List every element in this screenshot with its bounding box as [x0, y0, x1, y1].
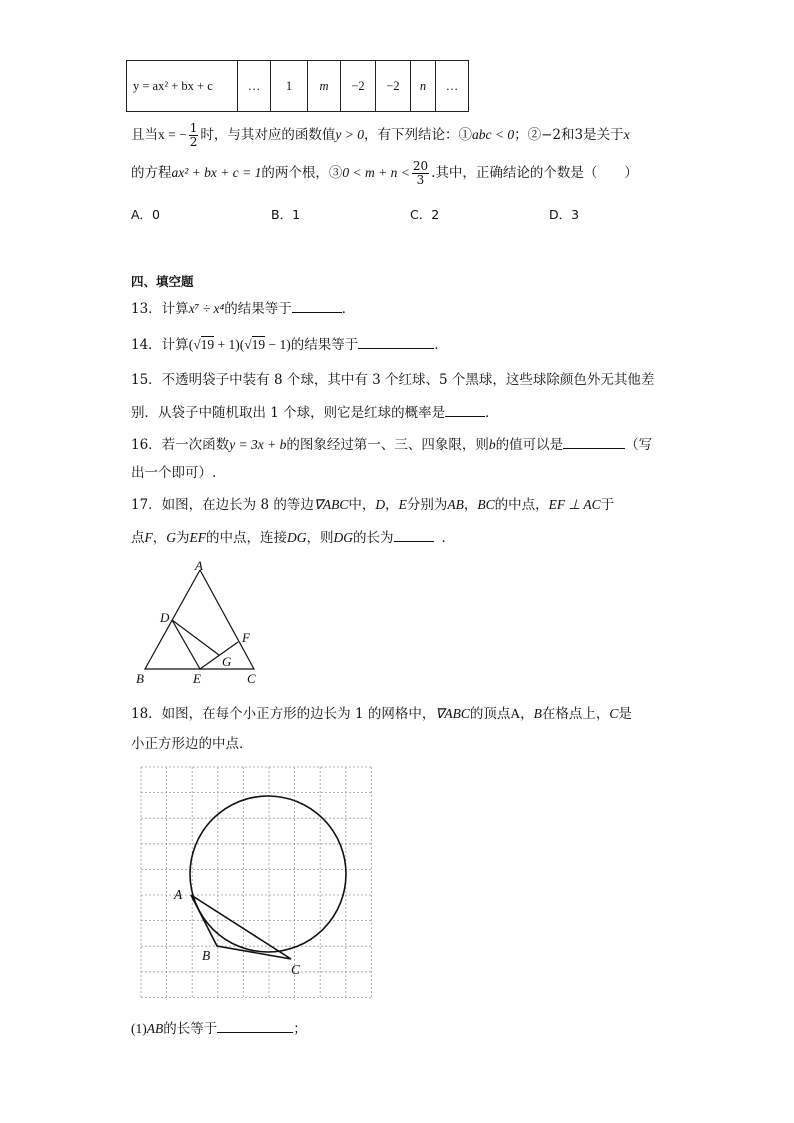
table-cell: 1: [271, 61, 308, 112]
answer-blank[interactable]: [563, 434, 625, 449]
question-17-line2: 点F，G为EF的中点，连接DG，则DG的长为 ．: [131, 527, 455, 547]
answer-blank[interactable]: [217, 1018, 293, 1033]
question-18-line2: 小正方形边的中点．: [131, 736, 253, 752]
section-heading: 四、填空题: [131, 274, 194, 289]
table-cell: −2: [376, 61, 411, 112]
label-f: F: [242, 630, 250, 645]
fraction: $\frac{1}{2}$: [189, 121, 198, 149]
label-c: C: [291, 962, 301, 977]
sqrt-sign: √: [244, 337, 252, 352]
option-c: C．2: [410, 207, 440, 222]
table-cell: −2: [341, 61, 376, 112]
dashed-grid: [141, 767, 371, 997]
label-c: C: [247, 671, 256, 686]
label-e: E: [193, 671, 201, 686]
circle: [190, 796, 346, 952]
table-cell: …: [238, 61, 271, 112]
table-cell: m: [308, 61, 341, 112]
label-a: A: [195, 558, 203, 573]
answer-blank[interactable]: [358, 334, 434, 349]
option-d: D．3: [549, 207, 580, 222]
answer-blank[interactable]: [292, 298, 342, 313]
q12-line2: 的方程ax² + bx + c = 1的两个根，③0 < m + n < $\frac{20}{3}$ .其中，正确结论的个数是（ ）: [131, 159, 638, 187]
question-15-line2: 别．从袋子中随机取出 1 个球，则它是红球的概率是 ．: [131, 402, 499, 422]
question-15-line1: 15．不透明袋子中装有 8 个球，其中有 3 个红球、5 个黑球，这些球除颜色外无其他差: [131, 372, 655, 388]
question-13: 13．计算x⁷ ÷ x⁴的结果等于 ．: [131, 298, 355, 318]
question-16-line1: 16．若一次函数y = 3x + b的图象经过第一、三、四象限，则b的值可以是 （写: [131, 434, 652, 454]
segment-de: [172, 620, 200, 669]
label-a: A: [174, 887, 183, 902]
label-g: G: [222, 654, 232, 669]
grid-figure: [138, 764, 374, 1002]
triangle-figure: [130, 558, 270, 688]
option-b: B．1: [271, 207, 301, 222]
question-17-line1: 17．如图，在边长为 8 的等边∇ABC中，D，E分别为AB，BC的中点，EF ⊥ AC于: [131, 497, 615, 513]
table-cell: n: [411, 61, 436, 112]
question-14: 14．计算(√19 + 1)(√19 − 1)的结果等于 ．: [131, 334, 448, 354]
segment-ef: [200, 642, 238, 669]
label-b: B: [136, 671, 144, 686]
table-cell: …: [436, 61, 469, 112]
label-d: D: [160, 610, 170, 625]
answer-blank[interactable]: [394, 527, 434, 542]
label-b: B: [202, 948, 211, 963]
segment-dg: [172, 620, 219, 655]
table-header-cell: y = ax² + bx + c: [127, 61, 238, 112]
value-table: [126, 60, 469, 112]
question-16-line2: 出一个即可）.: [131, 465, 217, 481]
q12-line1: 且当x = − $\frac{1}{2}$ 时，与其对应的函数值y > 0，有下列结论：①abc < 0；②−2和3是关于x: [131, 121, 630, 149]
question-18-part1: (1)AB的长等于 ；: [131, 1018, 307, 1038]
sqrt-sign: √: [193, 337, 201, 352]
answer-blank[interactable]: [445, 402, 485, 417]
question-18-line1: 18．如图，在每个小正方形的边长为 1 的网格中，∇ABC的顶点A，B在格点上，C是: [131, 706, 632, 722]
option-a: A．0: [131, 207, 161, 222]
fraction: $\frac{20}{3}$: [412, 159, 429, 187]
